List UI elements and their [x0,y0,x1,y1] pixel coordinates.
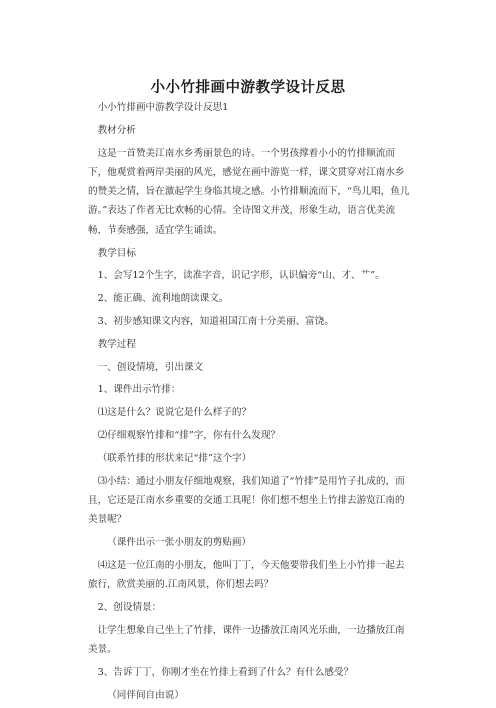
list-item: 1、会写12个生字，读准字音，识记字形，认识偏旁“山、才、艹”。 [97,270,385,282]
section-subtitle: 小小竹排画中游教学设计反思1 [97,102,229,113]
note: （同伴间自由说） [107,689,184,701]
section-heading: 一、创设情境，引出课文 [97,361,204,373]
list-item: 1、课件出示竹排： [97,384,181,396]
document-title: 小小竹排画中游教学设计反思 [150,80,346,96]
list-item: ⑴这是什么？说说它是什么样子的？ [97,407,252,419]
paragraph: 让学生想象自己坐上了竹排，课件一边播放江南风光乐曲，一边播放江南美景。 [88,624,405,655]
list-item: 2、创设情景： [97,601,162,613]
note: （课件出示一张小朋友的剪贴画） [107,536,252,548]
list-item: 3、初步感知课文内容，知道祖国江南十分美丽、富饶。 [97,315,334,327]
note: （联系竹排的形状来记“排”这个字） [97,452,252,464]
section-heading: 教材分析 [97,124,136,136]
section-heading: 教学目标 [97,247,136,259]
paragraph: ⑷这是一位江南的小朋友，他叫丁丁，今天他要带我们坐上小竹排一起去旅行，欣赏美丽的.江南风景，你们想去吗？ [88,559,405,591]
list-item: ⑵仔细观察竹排和“排”字，你有什么发现？ [97,429,281,441]
list-item: 3、告诉丁丁，你刚才坐在竹排上看到了什么？有什么感受？ [97,666,354,678]
document-body [88,98,410,708]
paragraph: ⑶小结：通过小朋友仔细地观察，我们知道了“竹排”是用竹子扎成的，而且，它还是江南水乡重要的交通工具呢！你们想不想坐上竹排去游览江南的美景呢？ [88,475,405,526]
section-heading: 教学过程 [97,338,136,350]
paragraph: 这是一首赞美江南水乡秀丽景色的诗。一个男孩撑着小小的竹排顺流而下，他观赏着两岸美丽的风光，感觉在画中游览一样，课文贯穿对江南水乡的赞美之情，旨在激起学生身临其境之感。小竹排顺流而下，“鸟儿唱，鱼儿游。”表达了作者无比欢畅的心情。全诗图文并茂，形象生动，语言优美流畅，节奏感强，适宜学生诵读。 [88,147,410,236]
list-item: 2、能正确、流利地朗读课文。 [97,293,229,305]
